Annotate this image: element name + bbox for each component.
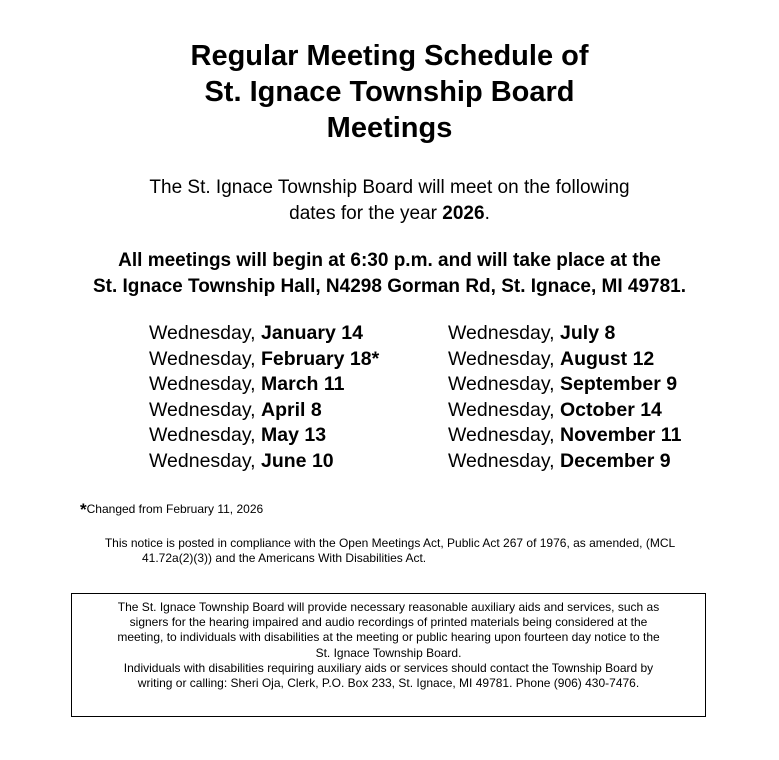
date-row	[149, 423, 379, 449]
weekday: Wednesday,	[448, 373, 561, 395]
date-row	[149, 347, 379, 373]
intro-prefix: dates for the year	[289, 203, 443, 224]
weekday: Wednesday,	[149, 373, 262, 395]
date: July 8	[560, 322, 616, 344]
date-row	[448, 449, 681, 475]
date-row	[448, 372, 681, 398]
date: June 10	[261, 449, 334, 472]
date: February 18*	[261, 347, 380, 370]
intro-line-1: The St. Ignace Township Board will meet on the following	[149, 177, 630, 198]
weekday: Wednesday,	[448, 424, 561, 446]
date-row	[149, 398, 379, 424]
weekday: Wednesday,	[149, 347, 262, 370]
notice-line-1: All meetings will begin at 6:30 p.m. and will take place at the	[118, 250, 661, 271]
weekday: Wednesday,	[149, 398, 262, 421]
weekday: Wednesday,	[448, 398, 561, 421]
weekday: Wednesday,	[448, 322, 561, 344]
footnote	[80, 500, 263, 520]
meeting-time-location	[0, 248, 779, 300]
date: May 13	[261, 424, 327, 446]
compliance-line-1: This notice is posted in compliance with the Open Meetings Act, Public Act 267 of 1976, as amended, (MCL	[104, 536, 676, 550]
title-line-2: St. Ignace Township Board	[204, 76, 575, 108]
date: August 12	[560, 347, 655, 370]
ada-line-1: The St. Ignace Township Board will provide necessary reasonable auxiliary aids and services, such as	[117, 600, 660, 614]
compliance-line-2: 41.72a(2)(3)) and the Americans With Disabilities Act.	[142, 551, 427, 565]
ada-line-5: Individuals with disabilities requiring auxiliary aids or services should contact the Township Board by	[123, 660, 654, 675]
title-line-1: Regular Meeting Schedule of	[190, 40, 589, 72]
dates-column-right	[448, 321, 681, 474]
compliance-notice	[60, 536, 720, 566]
date: November 11	[560, 424, 682, 446]
ada-line-6: writing or calling: Sheri Oja, Clerk, P.O. Box 233, St. Ignace, MI 49781. Phone (906) 430-7476.	[137, 676, 640, 691]
weekday: Wednesday,	[149, 449, 262, 472]
date: January 14	[261, 322, 363, 344]
page-title	[0, 38, 779, 146]
weekday: Wednesday,	[448, 347, 561, 370]
notice-line-2: St. Ignace Township Hall, N4298 Gorman Rd, St. Ignace, MI 49781.	[92, 276, 687, 297]
weekday: Wednesday,	[448, 449, 561, 472]
date: December 9	[560, 449, 671, 472]
weekday: Wednesday,	[149, 424, 262, 446]
title-line-3: Meetings	[326, 112, 453, 144]
ada-line-4: St. Ignace Township Board.	[315, 645, 462, 660]
date: September 9	[560, 373, 678, 395]
weekday: Wednesday,	[149, 322, 262, 344]
dates-column-left	[149, 321, 379, 474]
ada-notice-box	[71, 593, 706, 717]
date: October 14	[560, 398, 662, 421]
date-row	[448, 321, 681, 347]
date-row	[149, 372, 379, 398]
intro-line-2	[0, 201, 779, 227]
date-row	[149, 449, 379, 475]
intro-suffix: .	[484, 203, 490, 224]
date-row	[448, 423, 681, 449]
date-row	[448, 347, 681, 373]
footnote-asterisk: *	[80, 500, 87, 519]
ada-line-3: meeting, to individuals with disabilities at the meeting or public hearing upon fourteen day notice to the	[117, 630, 660, 645]
date-row	[448, 398, 681, 424]
date-row	[149, 321, 379, 347]
date: March 11	[261, 373, 345, 395]
date: April 8	[261, 398, 322, 421]
footnote-text: Changed from February 11, 2026	[86, 502, 264, 516]
intro-year: 2026	[442, 203, 485, 224]
ada-line-2: signers for the hearing impaired and audio recordings of printed materials being considered at the	[129, 615, 648, 630]
intro-paragraph	[0, 175, 779, 227]
